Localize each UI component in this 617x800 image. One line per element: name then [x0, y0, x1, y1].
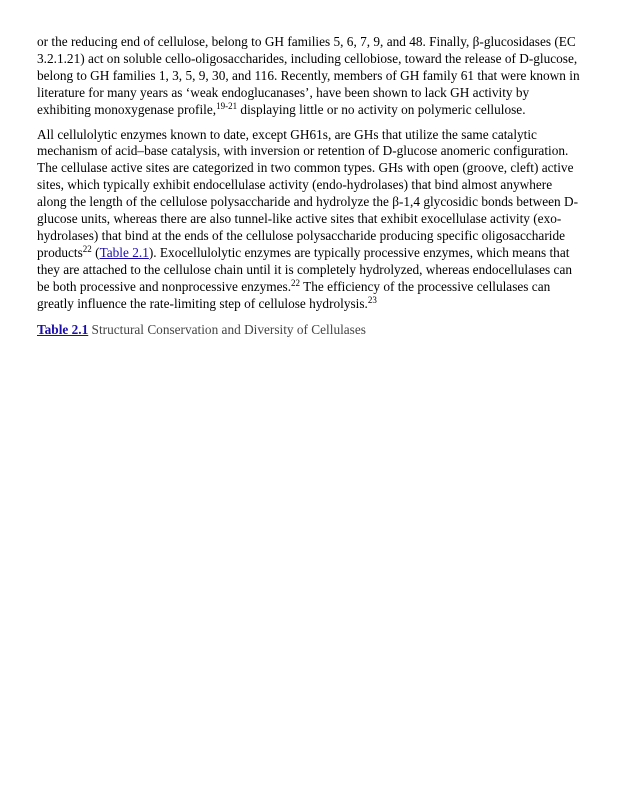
- citation-23: 23: [367, 294, 377, 305]
- paragraph-1: [37, 34, 582, 119]
- table-caption: [37, 322, 582, 339]
- citation-19-21: 19-21: [216, 100, 238, 111]
- citation-22-first: 22: [82, 243, 92, 254]
- table-2-1-link[interactable]: Table 2.1: [99, 244, 149, 260]
- paragraph-1-text-a: or the reducing end of cellulose, belong to GH families 5, 6, 7, 9, and 48. Finally, β-glucosidases (EC 3.2.1.21) act on soluble cello-oligosaccharides, including cellobiose, toward the release of D-glucose, belong to GH families 1, 3, 5, 9, 30, and 116. Recently, members of GH family 61 that were known in literature for many years as ‘weak endoglucanases’, have been shown to lack GH activity by exhibiting monoxygenase profile,: [37, 34, 580, 117]
- citation-22-second: 22: [291, 277, 301, 288]
- paren-open: (: [91, 244, 100, 260]
- table-caption-title: Structural Conservation and Diversity of Cellulases: [88, 321, 366, 337]
- paragraph-2-text-c: The efficiency of the processive cellulases can greatly influence the rate-limiting step of cellulose hydrolysis.: [37, 278, 551, 311]
- document-body: [37, 34, 582, 338]
- paragraph-1-text-b: displaying little or no activity on polymeric cellulose.: [237, 101, 526, 117]
- paragraph-2-text-a: All cellulolytic enzymes known to date, except GH61s, are GHs that utilize the same catalytic mechanism of acid–base catalysis, with inversion or retention of D-glucose anomeric configuration. The cellulase active sites are categorized in two common types. GHs with open (groove, cleft) active sites, which typically exhibit endocellulase activity (endo-hydrolases) that bind almost anywhere along the length of the cellulose polysaccharide and hydrolyze the β-1,4 glycosidic bonds between D-glucose units, whereas there are also tunnel-like active sites that exhibit exocellulase activity (exo-hydrolases) that bind at the ends of the cellulose polysaccharide producing specific oligosaccharide products: [37, 126, 579, 260]
- table-caption-label-link[interactable]: Table 2.1: [37, 321, 89, 337]
- paragraph-2-text-b: ). Exocellulolytic enzymes are typically processive enzymes, which means that they are attached to the cellulose chain until it is completely hydrolyzed, whereas endocellulases can be both processive and nonprocessive enzymes.: [37, 244, 572, 294]
- paragraph-2: [37, 127, 582, 313]
